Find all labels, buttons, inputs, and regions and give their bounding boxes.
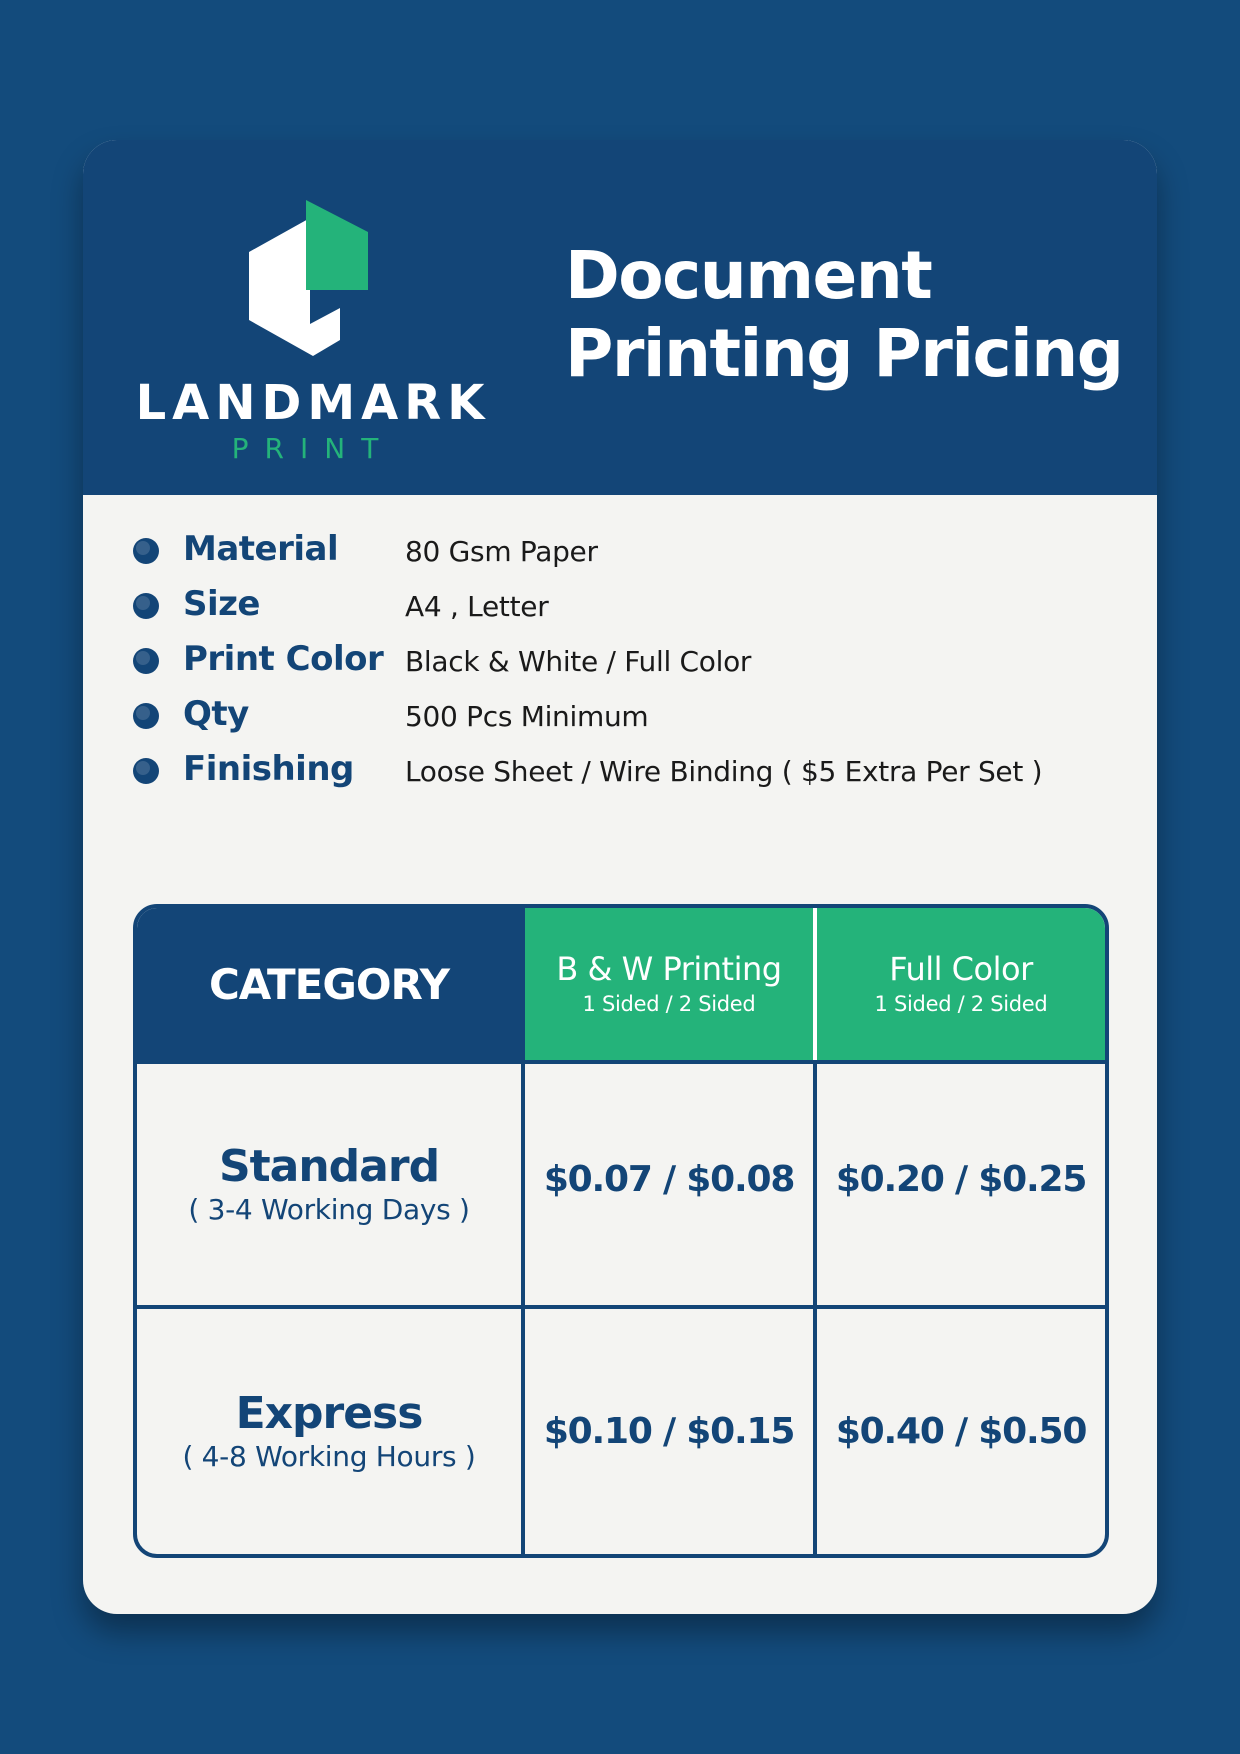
bullet-icon (133, 648, 159, 674)
spec-value: 500 Pcs Minimum (405, 700, 649, 733)
row-standard-bw-price (525, 1064, 813, 1305)
spec-label: Print Color (183, 639, 384, 679)
row-name: Express (235, 1387, 423, 1439)
column-divider (813, 908, 817, 1554)
logo-wordmark: LANDMARK (135, 375, 491, 431)
category-header (137, 908, 521, 1060)
spec-value: 80 Gsm Paper (405, 535, 598, 568)
bullet-icon (133, 758, 159, 784)
spec-row-size (133, 580, 1133, 635)
price-value: $0.20 / $0.25 (835, 1159, 1087, 1200)
bullet-icon (133, 538, 159, 564)
logo-mark-icon (233, 200, 393, 370)
spec-label: Qty (183, 694, 249, 734)
full-color-header (817, 908, 1105, 1060)
column-subtitle: 1 Sided / 2 Sided (582, 992, 756, 1016)
title-line-2: Printing Pricing (565, 315, 1123, 392)
logo-subtitle: PRINT (231, 432, 395, 465)
row-standard-category (137, 1064, 521, 1305)
row-note: ( 4-8 Working Hours ) (182, 1439, 476, 1473)
spec-value: Loose Sheet / Wire Binding ( $5 Extra Per Set ) (405, 755, 1043, 788)
spec-label: Size (183, 584, 260, 624)
row-express-color-price (817, 1309, 1105, 1554)
page-title (565, 237, 1125, 393)
spec-label: Material (183, 529, 339, 569)
spec-value: Black & White / Full Color (405, 645, 752, 678)
category-header-label: CATEGORY (208, 959, 450, 1009)
row-express-category (137, 1309, 521, 1554)
spec-list (133, 525, 1133, 800)
card-header (83, 140, 1157, 495)
spec-row-finishing (133, 745, 1133, 800)
row-name: Standard (218, 1140, 440, 1192)
title-line-1: Document (565, 237, 932, 314)
pricing-card (83, 140, 1157, 1614)
spec-label: Finishing (183, 749, 354, 789)
column-title: B & W Printing (556, 950, 782, 988)
spec-row-print-color (133, 635, 1133, 690)
column-subtitle: 1 Sided / 2 Sided (874, 992, 1048, 1016)
column-divider (521, 908, 525, 1554)
landmark-print-logo (123, 200, 503, 465)
spec-value: A4 , Letter (405, 590, 549, 623)
column-title: Full Color (889, 950, 1033, 988)
spec-row-material (133, 525, 1133, 580)
row-divider (137, 1305, 1105, 1309)
row-divider (137, 1060, 1105, 1064)
bullet-icon (133, 703, 159, 729)
price-value: $0.07 / $0.08 (543, 1159, 795, 1200)
bw-printing-header (525, 908, 813, 1060)
row-standard-color-price (817, 1064, 1105, 1305)
bullet-icon (133, 593, 159, 619)
price-value: $0.40 / $0.50 (835, 1411, 1087, 1452)
row-express-bw-price (525, 1309, 813, 1554)
pricing-table (133, 904, 1109, 1558)
row-note: ( 3-4 Working Days ) (188, 1192, 470, 1226)
spec-row-qty (133, 690, 1133, 745)
price-value: $0.10 / $0.15 (543, 1411, 795, 1452)
